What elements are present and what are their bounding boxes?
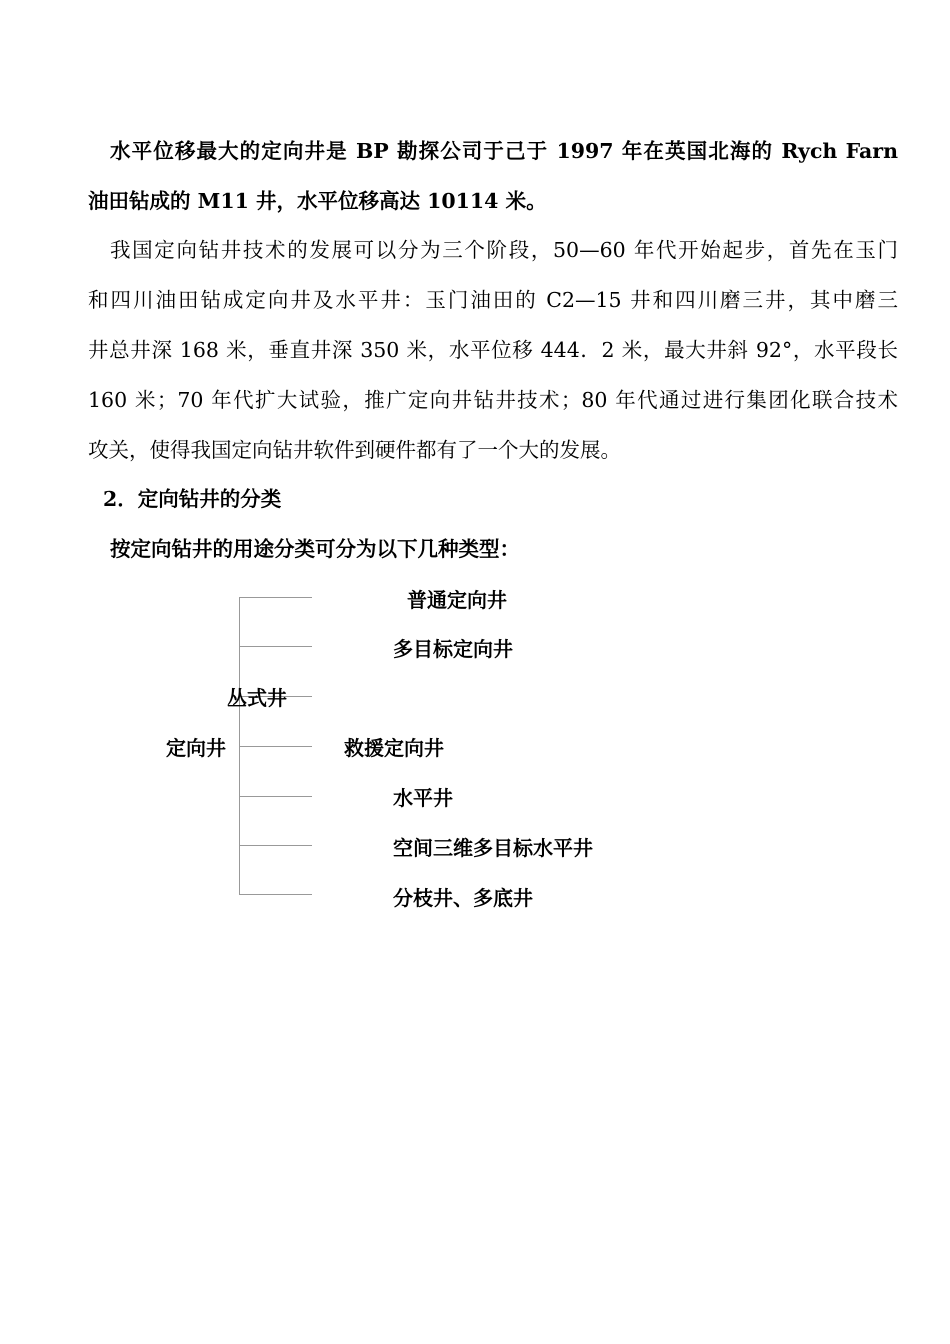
section-intro: 按定向钻井的用途分类可分为以下几种类型： — [110, 537, 520, 561]
paragraph-line: 我国定向钻井技术的发展可以分为三个阶段，50—60 年代开始起步，首先在玉门 — [110, 238, 898, 262]
tree-branch-line — [239, 597, 312, 598]
section-heading: 2．定向钻井的分类 — [103, 487, 282, 511]
tree-branch-line — [239, 646, 312, 647]
tree-root-label: 定向井 — [166, 736, 226, 760]
tree-item-label: 普通定向井 — [407, 588, 507, 612]
tree-branch-line — [239, 894, 312, 895]
paragraph-line: 攻关，使得我国定向钻井软件到硬件都有了一个大的发展。 — [88, 438, 621, 462]
tree-item-label: 水平井 — [393, 786, 453, 810]
tree-branch-line — [239, 796, 312, 797]
paragraph-line: 水平位移最大的定向井是 BP 勘探公司于己于 1997 年在英国北海的 Rych Farn — [110, 139, 898, 163]
tree-group-label: 丛式井 — [227, 686, 287, 710]
tree-item-label: 空间三维多目标水平井 — [393, 836, 593, 860]
paragraph-line: 油田钻成的 M11 井，水平位移高达 10114 米。 — [88, 189, 547, 213]
tree-item-label: 分枝井、多底井 — [393, 886, 533, 910]
paragraph-line: 井总井深 168 米，垂直井深 350 米，水平位移 444．2 米，最大井斜 92°，水平段长 — [88, 338, 898, 362]
tree-item-label: 救援定向井 — [344, 736, 444, 760]
paragraph-line: 160 米；70 年代扩大试验，推广定向井钻井技术；80 年代通过进行集团化联合技术 — [88, 388, 898, 412]
tree-branch-line — [239, 845, 312, 846]
tree-branch-line — [239, 746, 312, 747]
paragraph-line: 和四川油田钻成定向井及水平井：玉门油田的 C2—15 井和四川磨三井，其中磨三 — [88, 288, 898, 312]
tree-item-label: 多目标定向井 — [393, 637, 513, 661]
